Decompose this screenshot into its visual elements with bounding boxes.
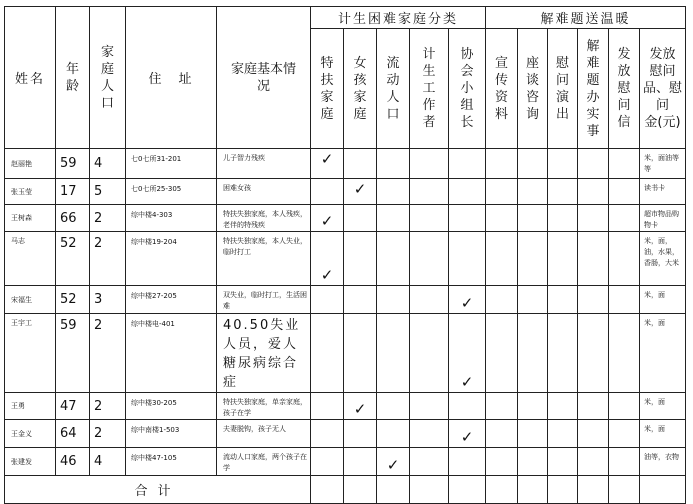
cell-address: 综中楼30-205 bbox=[126, 393, 217, 420]
cell-family-size: 4 bbox=[90, 448, 126, 476]
cell-empty bbox=[609, 420, 640, 448]
cell-empty bbox=[410, 205, 449, 232]
header-col-5: 宣 传 资 料 bbox=[486, 29, 518, 149]
cell-empty bbox=[449, 393, 486, 420]
cell-family-size: 2 bbox=[90, 205, 126, 232]
cell-empty bbox=[377, 420, 410, 448]
cell-empty bbox=[486, 420, 518, 448]
cell-empty bbox=[486, 393, 518, 420]
cell-empty bbox=[518, 286, 548, 314]
table-row bbox=[5, 420, 686, 448]
cell-age: 52 bbox=[56, 232, 90, 286]
cell-empty bbox=[548, 232, 578, 286]
cell-empty bbox=[548, 420, 578, 448]
table-row bbox=[5, 393, 686, 420]
cell-situation: 特扶失独家庭，本人失业，临时打工 bbox=[217, 232, 311, 286]
cell-empty bbox=[311, 393, 344, 420]
cell-empty bbox=[518, 393, 548, 420]
cell-empty bbox=[486, 448, 518, 476]
cell-empty bbox=[486, 232, 518, 286]
cell-empty bbox=[449, 448, 486, 476]
cell-age: 47 bbox=[56, 393, 90, 420]
check-mark: ✓ bbox=[344, 393, 377, 420]
cell-empty bbox=[449, 179, 486, 205]
table-row bbox=[5, 232, 686, 286]
cell-empty bbox=[609, 232, 640, 286]
table-row bbox=[5, 179, 686, 205]
table-row bbox=[5, 205, 686, 232]
cell-empty bbox=[410, 448, 449, 476]
header-col-0: 特 扶 家 庭 bbox=[311, 29, 344, 149]
cell-empty bbox=[518, 205, 548, 232]
cell-empty bbox=[578, 179, 609, 205]
cell-empty bbox=[311, 448, 344, 476]
cell-empty bbox=[449, 232, 486, 286]
cell-empty bbox=[311, 314, 344, 393]
cell-empty bbox=[609, 179, 640, 205]
cell-empty bbox=[578, 448, 609, 476]
cell-empty bbox=[344, 420, 377, 448]
cell-empty bbox=[548, 205, 578, 232]
cell-empty bbox=[548, 286, 578, 314]
cell-empty bbox=[518, 232, 548, 286]
cell-situation: 困难女孩 bbox=[217, 179, 311, 205]
cell-empty bbox=[518, 448, 548, 476]
cell-empty bbox=[609, 393, 640, 420]
cell-empty bbox=[410, 179, 449, 205]
cell-empty bbox=[377, 149, 410, 179]
cell-family-size: 3 bbox=[90, 286, 126, 314]
cell-address: 综中楼电-401 bbox=[126, 314, 217, 393]
cell-empty bbox=[344, 314, 377, 393]
cell-empty bbox=[548, 448, 578, 476]
cell-empty bbox=[578, 393, 609, 420]
cell-empty bbox=[578, 232, 609, 286]
cell-name: 王勇 bbox=[5, 393, 56, 420]
cell-empty bbox=[609, 205, 640, 232]
cell-empty bbox=[518, 149, 548, 179]
total-label: 合计 bbox=[5, 476, 311, 504]
cell-empty bbox=[344, 448, 377, 476]
cell-remark: 米，面 bbox=[640, 420, 686, 448]
cell-empty bbox=[486, 286, 518, 314]
cell-empty bbox=[410, 149, 449, 179]
header-address: 住 址 bbox=[126, 7, 217, 149]
cell-remark: 读书卡 bbox=[640, 179, 686, 205]
cell-empty bbox=[486, 179, 518, 205]
cell-remark: 米，面油等等 bbox=[640, 149, 686, 179]
cell-situation: 夫妻脱钩，孩子无人 bbox=[217, 420, 311, 448]
cell-address: 综中楼4-303 bbox=[126, 205, 217, 232]
cell-empty bbox=[344, 232, 377, 286]
cell-empty bbox=[609, 314, 640, 393]
cell-family-size: 2 bbox=[90, 393, 126, 420]
header-col-10: 发放 慰问 品、慰问 金(元) bbox=[640, 29, 686, 149]
cell-name: 张建发 bbox=[5, 448, 56, 476]
cell-empty bbox=[578, 420, 609, 448]
cell-age: 59 bbox=[56, 314, 90, 393]
cell-name: 宋福生 bbox=[5, 286, 56, 314]
header-col-8: 解 难 题 办 实 事 bbox=[578, 29, 609, 149]
cell-empty bbox=[377, 314, 410, 393]
header-situation: 家庭基本情 况 bbox=[217, 7, 311, 149]
cell-name: 王宇工 bbox=[5, 314, 56, 393]
table-row bbox=[5, 286, 686, 314]
cell-empty bbox=[311, 286, 344, 314]
cell-empty bbox=[578, 286, 609, 314]
check-mark: ✓ bbox=[311, 205, 344, 232]
cell-situation: 流动人口家庭，两个孩子在学 bbox=[217, 448, 311, 476]
cell-remark: 米，面，油，水果，香肠，大米 bbox=[640, 232, 686, 286]
cell-remark: 米，面 bbox=[640, 393, 686, 420]
cell-empty bbox=[548, 393, 578, 420]
cell-family-size: 2 bbox=[90, 420, 126, 448]
cell-age: 52 bbox=[56, 286, 90, 314]
cell-empty bbox=[344, 149, 377, 179]
cell-empty bbox=[311, 179, 344, 205]
cell-empty bbox=[344, 286, 377, 314]
cell-address: 七0七所25-305 bbox=[126, 179, 217, 205]
cell-empty bbox=[377, 205, 410, 232]
cell-situation: 儿子智力残疾 bbox=[217, 149, 311, 179]
cell-remark: 超市物品购物卡 bbox=[640, 205, 686, 232]
cell-empty bbox=[609, 149, 640, 179]
table-row bbox=[5, 314, 686, 393]
cell-empty bbox=[377, 286, 410, 314]
cell-remark: 米，面 bbox=[640, 314, 686, 393]
cell-empty bbox=[518, 179, 548, 205]
cell-situation: 双失业，临时打工，生活困难 bbox=[217, 286, 311, 314]
cell-age: 46 bbox=[56, 448, 90, 476]
cell-address: 综中楼47-105 bbox=[126, 448, 217, 476]
cell-empty bbox=[518, 314, 548, 393]
cell-situation: 特扶失独家庭，本人残疾，老伴的特残疾 bbox=[217, 205, 311, 232]
cell-empty bbox=[578, 314, 609, 393]
header-col-7: 慰 问 演 出 bbox=[548, 29, 578, 149]
header-col-4: 协 会 小 组 长 bbox=[449, 29, 486, 149]
header-col-9: 发 放 慰 问 信 bbox=[609, 29, 640, 149]
cell-family-size: 2 bbox=[90, 314, 126, 393]
cell-address: 综中南楼1-503 bbox=[126, 420, 217, 448]
cell-empty bbox=[548, 314, 578, 393]
check-mark: ✓ bbox=[449, 314, 486, 393]
cell-age: 17 bbox=[56, 179, 90, 205]
cell-empty bbox=[518, 420, 548, 448]
relief-register-table bbox=[4, 6, 686, 504]
check-mark: ✓ bbox=[449, 286, 486, 314]
cell-age: 64 bbox=[56, 420, 90, 448]
cell-name: 王金义 bbox=[5, 420, 56, 448]
check-mark: ✓ bbox=[449, 420, 486, 448]
table-row bbox=[5, 149, 686, 179]
cell-empty bbox=[449, 149, 486, 179]
cell-address: 综中楼27-205 bbox=[126, 286, 217, 314]
cell-empty bbox=[377, 393, 410, 420]
cell-empty bbox=[410, 232, 449, 286]
cell-empty bbox=[609, 286, 640, 314]
header-family-size: 家 庭 人 口 bbox=[90, 7, 126, 149]
header-col-1: 女 孩 家 庭 bbox=[344, 29, 377, 149]
cell-situation: 40.50失业人员，爱人糖尿病综合症 bbox=[217, 314, 311, 393]
cell-name: 马志 bbox=[5, 232, 56, 286]
cell-empty bbox=[410, 286, 449, 314]
header-group-family-types: 计生困难家庭分类 bbox=[311, 7, 486, 29]
check-mark: ✓ bbox=[377, 448, 410, 476]
header-col-3: 计 生 工 作 者 bbox=[410, 29, 449, 149]
cell-empty bbox=[311, 420, 344, 448]
cell-address: 综中楼19-204 bbox=[126, 232, 217, 286]
cell-age: 66 bbox=[56, 205, 90, 232]
cell-address: 七0七所31-201 bbox=[126, 149, 217, 179]
cell-empty bbox=[486, 149, 518, 179]
cell-name: 王树森 bbox=[5, 205, 56, 232]
header-col-6: 座 谈 咨 询 bbox=[518, 29, 548, 149]
table-row bbox=[5, 448, 686, 476]
cell-remark: 米，面 bbox=[640, 286, 686, 314]
cell-empty bbox=[609, 448, 640, 476]
header-age: 年 龄 bbox=[56, 7, 90, 149]
cell-empty bbox=[377, 179, 410, 205]
cell-family-size: 4 bbox=[90, 149, 126, 179]
cell-situation: 特扶失独家庭，单亲家庭，孩子在学 bbox=[217, 393, 311, 420]
header-group-relief: 解难题送温暖 bbox=[486, 7, 686, 29]
header-name: 姓名 bbox=[5, 7, 56, 149]
cell-empty bbox=[449, 205, 486, 232]
cell-empty bbox=[578, 149, 609, 179]
cell-empty bbox=[548, 179, 578, 205]
cell-empty bbox=[578, 205, 609, 232]
cell-name: 赵丽艳 bbox=[5, 149, 56, 179]
cell-family-size: 5 bbox=[90, 179, 126, 205]
cell-remark: 油等，衣物 bbox=[640, 448, 686, 476]
cell-empty bbox=[410, 314, 449, 393]
cell-empty bbox=[410, 420, 449, 448]
header-col-2: 流 动 人 口 bbox=[377, 29, 410, 149]
cell-empty bbox=[486, 314, 518, 393]
cell-empty bbox=[410, 393, 449, 420]
cell-age: 59 bbox=[56, 149, 90, 179]
cell-family-size: 2 bbox=[90, 232, 126, 286]
cell-empty bbox=[486, 205, 518, 232]
check-mark: ✓ bbox=[311, 232, 344, 286]
cell-empty bbox=[548, 149, 578, 179]
cell-name: 张玉莹 bbox=[5, 179, 56, 205]
check-mark: ✓ bbox=[344, 179, 377, 205]
cell-empty bbox=[344, 205, 377, 232]
cell-empty bbox=[377, 232, 410, 286]
check-mark: ✓ bbox=[311, 149, 344, 179]
